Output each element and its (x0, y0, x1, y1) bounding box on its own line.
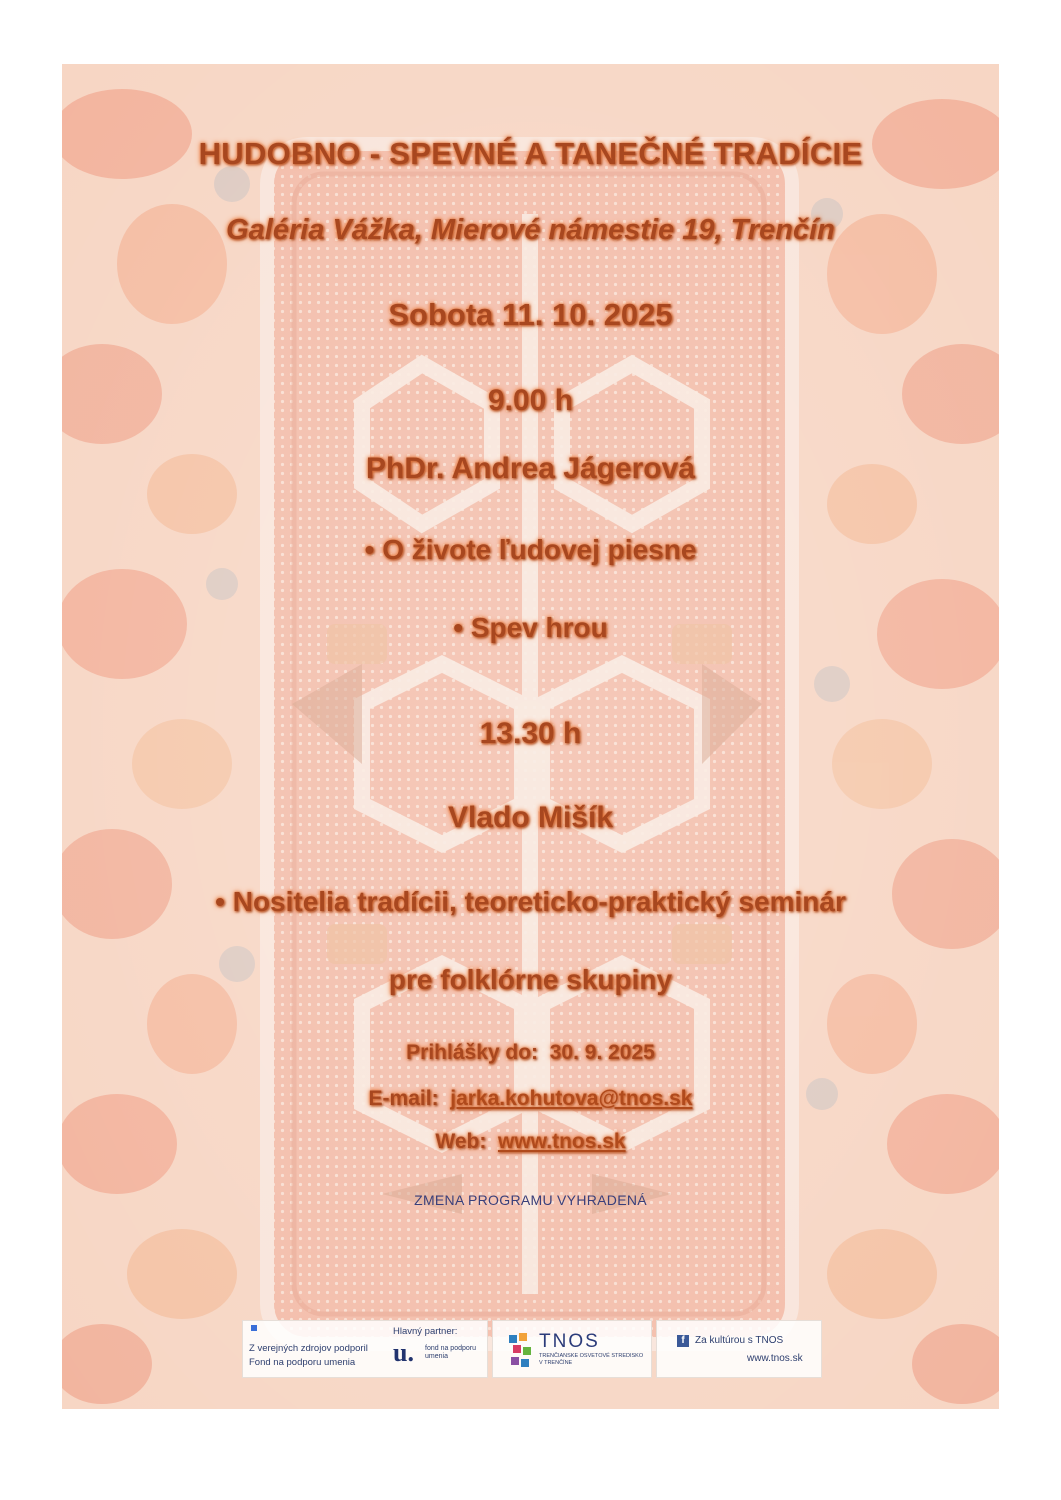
tnos-logo-box (492, 1320, 652, 1378)
email-link[interactable]: jarka.kohutova@tnos.sk (450, 1087, 693, 1110)
event-title: HUDOBNO - SPEVNÉ A TANEČNÉ TRADÍCIE (198, 136, 863, 171)
facebook-text: Za kultúrou s TNOS (695, 1335, 784, 1346)
poster (62, 64, 999, 1409)
session2-time: 13.30 h (479, 717, 582, 750)
support-line2: Fond na podporu umenia (249, 1357, 356, 1368)
sponsor-footer (242, 1320, 822, 1380)
session2-speaker: Vlado Mišík (447, 801, 614, 834)
fpu-logo-text: fond na podporu umenia (425, 1345, 476, 1360)
session1-topic: • Spev hrou (453, 612, 608, 643)
session2-topic-continued: pre folklórne skupiny (388, 964, 673, 995)
facebook-icon: f (677, 1335, 689, 1347)
facebook-box[interactable] (656, 1320, 822, 1378)
session1-speaker: PhDr. Andrea Jágerová (365, 452, 696, 485)
tnos-name: TNOS (539, 1331, 600, 1352)
tnos-logo-icon (509, 1333, 535, 1367)
fpu-sponsor-box (242, 1320, 488, 1378)
support-line1: Z verejných zdrojov podporil (249, 1343, 368, 1354)
registration-label: Prihlášky do: (406, 1041, 539, 1064)
event-date: Sobota 11. 10. 2025 (388, 297, 673, 332)
web-label: Web: (435, 1130, 487, 1153)
email-line (62, 1087, 999, 1111)
fpu-logo: u. (393, 1338, 414, 1367)
facebook-web: www.tnos.sk (747, 1353, 803, 1364)
registration-deadline (62, 1041, 999, 1065)
registration-date: 30. 9. 2025 (549, 1041, 655, 1064)
session1-time: 9.00 h (487, 384, 574, 417)
session2-topic: • Nositelia tradícii, teoreticko-praktický seminár (215, 886, 846, 917)
session1-topic: • O živote ľudovej piesne (364, 534, 697, 565)
partner-label: Hlavný partner: (393, 1326, 458, 1337)
email-label: E-mail: (368, 1087, 439, 1110)
fpu-mark-icon (251, 1325, 257, 1331)
venue-address: Galéria Vážka, Mierové námestie 19, Trenčín (226, 214, 835, 246)
web-line (62, 1130, 999, 1154)
web-link[interactable]: www.tnos.sk (498, 1130, 626, 1153)
program-change-notice: ZMENA PROGRAMU VYHRADENÁ (414, 1192, 647, 1208)
tnos-subtitle: TRENČIANSKE OSVETOVÉ STREDISKO V TRENČÍNE (539, 1353, 644, 1366)
